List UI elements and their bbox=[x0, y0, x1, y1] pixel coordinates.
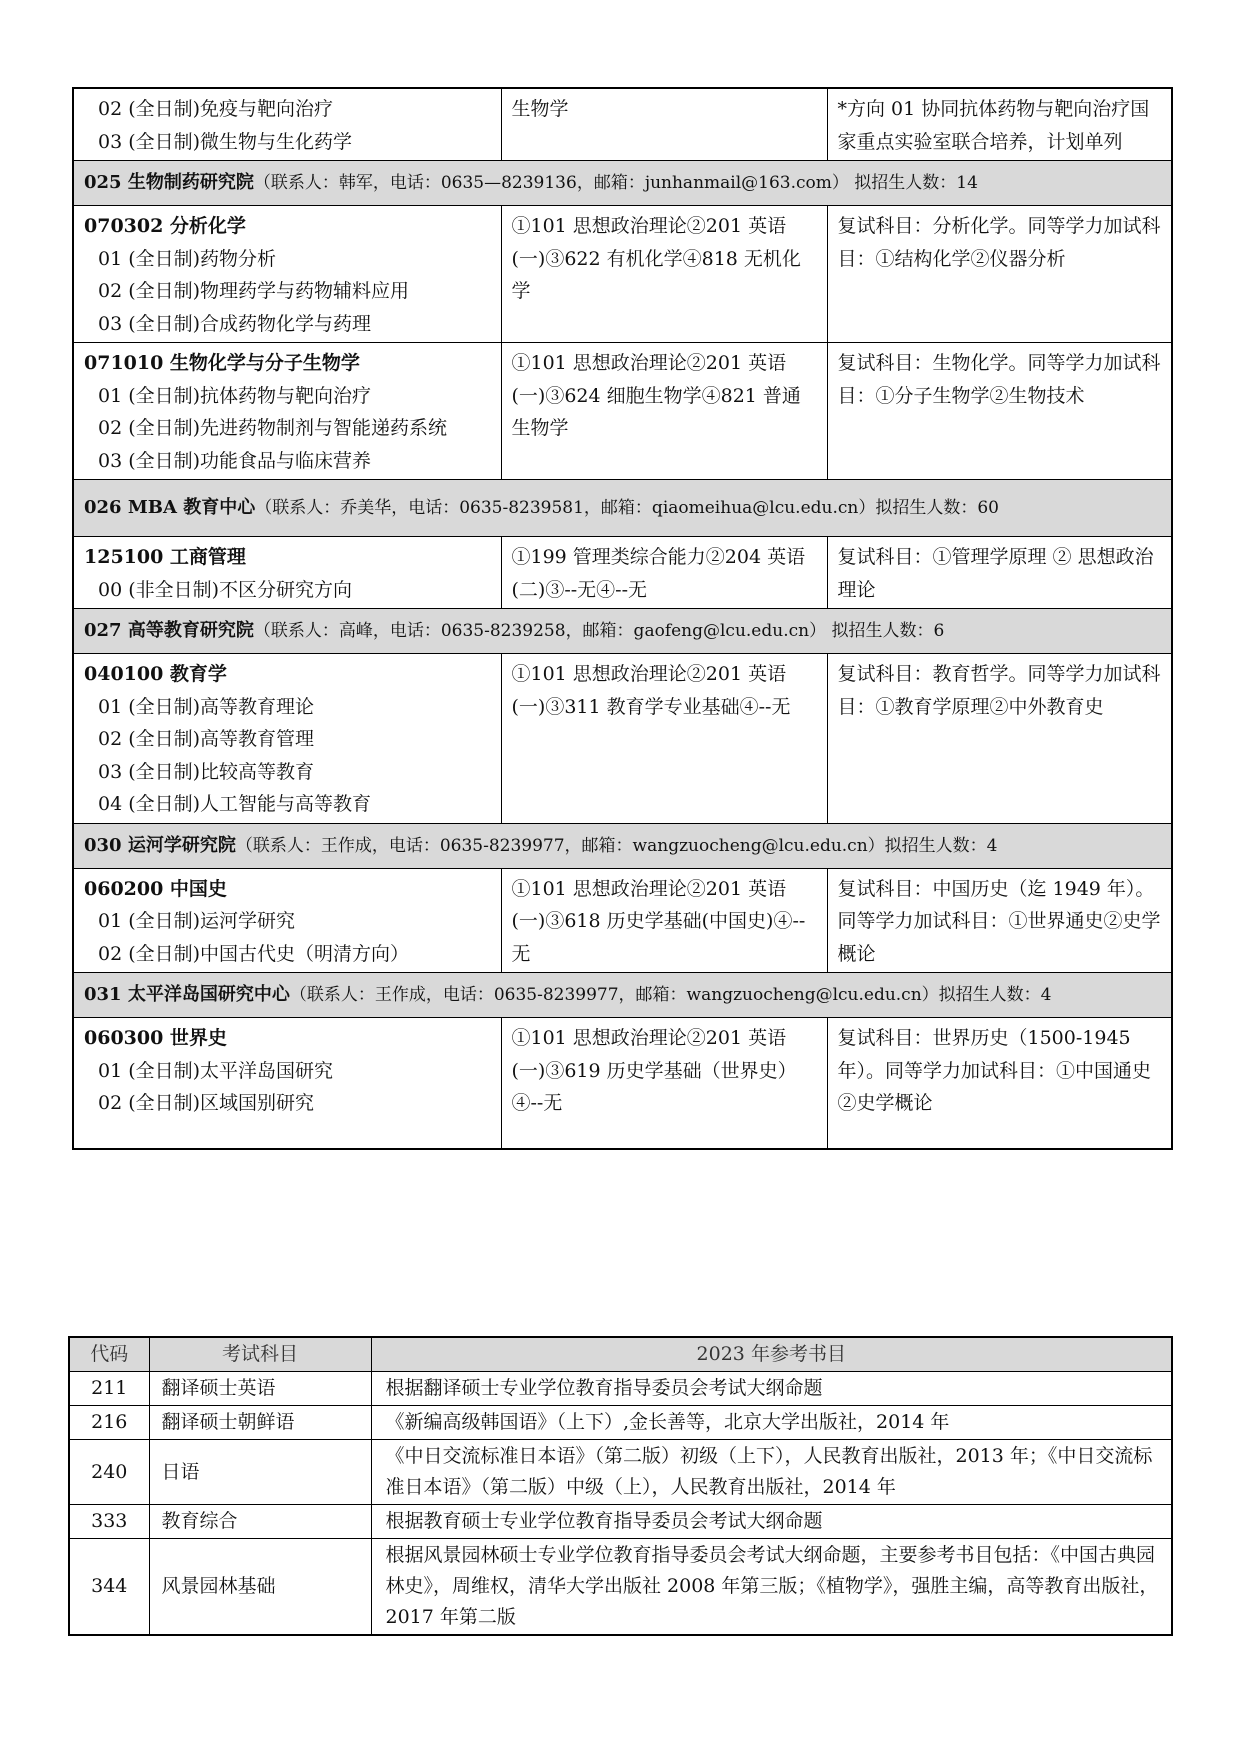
institute-header bbox=[73, 480, 1172, 537]
header-subject: 考试科目 bbox=[149, 1337, 371, 1372]
direction-item: 01 (全日制)运河学研究 bbox=[98, 910, 296, 932]
program-title: 060300 世界史 bbox=[84, 1027, 227, 1049]
direction-item: 01 (全日制)太平洋岛国研究 bbox=[98, 1059, 334, 1082]
direction-item: 01 (全日制)高等教育理论 bbox=[98, 695, 315, 718]
program-title: 071010 生物化学与分子生物学 bbox=[84, 352, 360, 374]
remark: 复试科目：分析化学。同等学力加试科目：①结构化学②仪器分析 bbox=[827, 206, 1172, 343]
program-title: 070302 分析化学 bbox=[84, 215, 246, 237]
table-row bbox=[69, 1440, 1172, 1505]
direction-item: 01 (全日制)药物分析 bbox=[98, 247, 277, 270]
program-cell bbox=[73, 1018, 501, 1149]
institute-header-row bbox=[73, 161, 1172, 206]
header-code: 代码 bbox=[69, 1337, 149, 1372]
header-row bbox=[69, 1337, 1172, 1372]
program-cell bbox=[73, 868, 501, 973]
ref-code: 344 bbox=[69, 1539, 149, 1636]
admissions-table bbox=[72, 87, 1173, 1150]
reference-books-table bbox=[68, 1336, 1173, 1636]
ref-code: 211 bbox=[69, 1372, 149, 1406]
program-cell bbox=[73, 88, 501, 161]
program-row bbox=[73, 537, 1172, 609]
program-title: 060200 中国史 bbox=[84, 877, 227, 900]
institute-header bbox=[73, 973, 1172, 1018]
direction-item: 00 (非全日制)不区分研究方向 bbox=[98, 578, 353, 601]
remark: 复试科目：中国历史（迄 1949 年）。同等学力加试科目：①世界通史②史学概论 bbox=[827, 868, 1172, 973]
remark: 复试科目：①管理学原理 ② 思想政治理论 bbox=[827, 537, 1172, 609]
program-cell bbox=[73, 537, 501, 609]
institute-contact: （联系人：王作成，电话：0635-8239977，邮箱：wangzuocheng@lcu.edu.cn）拟招生人数：4 bbox=[289, 985, 1052, 1005]
program-cell bbox=[73, 206, 501, 343]
ref-books: 根据翻译硕士专业学位教育指导委员会考试大纲命题 bbox=[371, 1372, 1172, 1406]
table-row bbox=[69, 1372, 1172, 1406]
institute-header-row bbox=[73, 973, 1172, 1018]
remark: 复试科目：世界历史（1500-1945 年）。同等学力加试科目：①中国通史②史学概论 bbox=[827, 1018, 1172, 1149]
institute-name: 027 高等教育研究院 bbox=[84, 620, 254, 641]
institute-name: 026 MBA 教育中心 bbox=[84, 497, 256, 518]
ref-subject: 风景园林基础 bbox=[149, 1539, 371, 1636]
direction-item: 02 (全日制)先进药物制剂与智能递药系统 bbox=[98, 417, 448, 439]
program-row bbox=[73, 88, 1172, 161]
institute-name: 030 运河学研究院 bbox=[84, 834, 236, 856]
institute-name: 025 生物制药研究院 bbox=[84, 172, 254, 193]
remark: 复试科目：生物化学。同等学力加试科目：①分子生物学②生物技术 bbox=[827, 343, 1172, 480]
program-title: 040100 教育学 bbox=[84, 663, 227, 685]
ref-subject: 教育综合 bbox=[149, 1505, 371, 1539]
program-row bbox=[73, 654, 1172, 824]
remark: 复试科目：教育哲学。同等学力加试科目：①教育学原理②中外教育史 bbox=[827, 654, 1172, 824]
institute-header-row bbox=[73, 609, 1172, 654]
ref-code: 333 bbox=[69, 1505, 149, 1539]
ref-code: 216 bbox=[69, 1406, 149, 1440]
exam-subjects: ①101 思想政治理论②201 英语(一)③618 历史学基础(中国史)④--无 bbox=[501, 868, 827, 973]
direction-item: 03 (全日制)微生物与生化药学 bbox=[98, 130, 353, 153]
institute-contact: （联系人：韩军，电话：0635—8239136，邮箱：junhanmail@163.com） 拟招生人数：14 bbox=[253, 173, 978, 193]
ref-code: 240 bbox=[69, 1440, 149, 1505]
exam-subjects: 生物学 bbox=[501, 88, 827, 161]
ref-subject: 日语 bbox=[149, 1440, 371, 1505]
institute-header bbox=[73, 823, 1172, 868]
direction-item: 03 (全日制)合成药物化学与药理 bbox=[98, 312, 372, 335]
program-row bbox=[73, 1018, 1172, 1149]
direction-item: 02 (全日制)区域国别研究 bbox=[98, 1092, 315, 1114]
direction-item: 02 (全日制)中国古代史（明清方向） bbox=[98, 942, 410, 965]
direction-item: 03 (全日制)功能食品与临床营养 bbox=[98, 449, 372, 472]
institute-header bbox=[73, 609, 1172, 654]
exam-subjects: ①199 管理类综合能力②204 英语(二)③--无④--无 bbox=[501, 537, 827, 609]
ref-books: 《中日交流标准日本语》（第二版）初级（上下），人民教育出版社，2013 年；《中日交流标准日本语》（第二版）中级（上），人民教育出版社，2014 年 bbox=[371, 1440, 1172, 1505]
institute-contact: （联系人：王作成，电话：0635-8239977，邮箱：wangzuocheng@lcu.edu.cn）拟招生人数：4 bbox=[235, 835, 998, 856]
program-row bbox=[73, 868, 1172, 973]
remark: *方向 01 协同抗体药物与靶向治疗国家重点实验室联合培养，计划单列 bbox=[827, 88, 1172, 161]
institute-header-row bbox=[73, 823, 1172, 868]
institute-name: 031 太平洋岛国研究中心 bbox=[84, 984, 290, 1005]
direction-item: 02 (全日制)物理药学与药物辅料应用 bbox=[98, 280, 410, 302]
program-row bbox=[73, 206, 1172, 343]
exam-subjects: ①101 思想政治理论②201 英语(一)③311 教育学专业基础④--无 bbox=[501, 654, 827, 824]
ref-books: 根据风景园林硕士专业学位教育指导委员会考试大纲命题，主要参考书目包括：《中国古典园林史》，周维权，清华大学出版社 2008 年第三版；《植物学》，强胜主编，高等教育出版社，2017 年第二版 bbox=[371, 1539, 1172, 1636]
table-row bbox=[69, 1406, 1172, 1440]
direction-item: 01 (全日制)抗体药物与靶向治疗 bbox=[98, 384, 372, 407]
program-row bbox=[73, 343, 1172, 480]
direction-item: 02 (全日制)免疫与靶向治疗 bbox=[98, 98, 334, 120]
exam-subjects: ①101 思想政治理论②201 英语(一)③622 有机化学④818 无机化学 bbox=[501, 206, 827, 343]
ref-subject: 翻译硕士朝鲜语 bbox=[149, 1406, 371, 1440]
direction-item: 03 (全日制)比较高等教育 bbox=[98, 760, 315, 783]
table-row bbox=[69, 1539, 1172, 1636]
institute-contact: （联系人：高峰，电话：0635-8239258，邮箱：gaofeng@lcu.edu.cn） 拟招生人数：6 bbox=[253, 621, 945, 641]
program-cell bbox=[73, 343, 501, 480]
exam-subjects: ①101 思想政治理论②201 英语(一)③619 历史学基础（世界史）④--无 bbox=[501, 1018, 827, 1149]
program-cell bbox=[73, 654, 501, 824]
table-row bbox=[69, 1505, 1172, 1539]
header-books: 2023 年参考书目 bbox=[371, 1337, 1172, 1372]
program-title: 125100 工商管理 bbox=[84, 546, 246, 568]
institute-header bbox=[73, 161, 1172, 206]
direction-item: 02 (全日制)高等教育管理 bbox=[98, 728, 315, 750]
direction-item: 04 (全日制)人工智能与高等教育 bbox=[98, 793, 372, 815]
institute-header-row bbox=[73, 480, 1172, 537]
ref-subject: 翻译硕士英语 bbox=[149, 1372, 371, 1406]
institute-contact: （联系人：乔美华，电话：0635-8239581，邮箱：qiaomeihua@lcu.edu.cn）拟招生人数：60 bbox=[255, 498, 999, 518]
exam-subjects: ①101 思想政治理论②201 英语(一)③624 细胞生物学④821 普通生物学 bbox=[501, 343, 827, 480]
ref-books: 《新编高级韩国语》（上下）,金长善等，北京大学出版社，2014 年 bbox=[371, 1406, 1172, 1440]
ref-books: 根据教育硕士专业学位教育指导委员会考试大纲命题 bbox=[371, 1505, 1172, 1539]
